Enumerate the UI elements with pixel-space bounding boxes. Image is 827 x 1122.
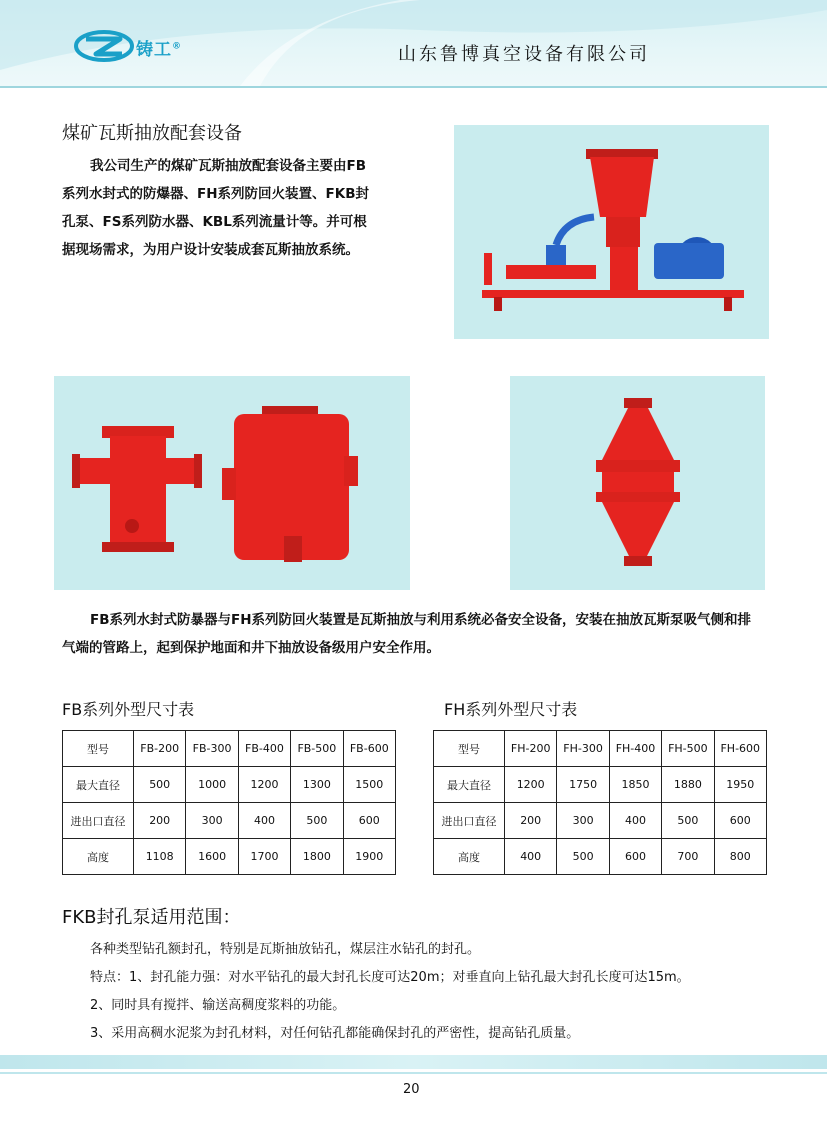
table-cell: 200 xyxy=(134,803,186,839)
registered-mark: ® xyxy=(172,41,182,52)
table-cell: FB-600 xyxy=(343,731,395,767)
table-cell: FB-500 xyxy=(291,731,343,767)
safety-line-2: 气端的管路上，起到保护地面和井下抽放设备级用户安全作用。 xyxy=(62,640,440,656)
table-cell: 高度 xyxy=(63,839,134,875)
intro-line-3: 孔泵、FS系列防水器、KBL系列流量计等。并可根 xyxy=(62,214,367,230)
table-cell: 1500 xyxy=(343,767,395,803)
table-cell: 200 xyxy=(505,803,557,839)
table-cell: 600 xyxy=(609,839,661,875)
table-cell: 800 xyxy=(714,839,766,875)
photo-fb-arrester xyxy=(54,376,410,590)
table-cell: 300 xyxy=(186,803,238,839)
footer-band xyxy=(0,1055,827,1069)
table-cell: 1700 xyxy=(238,839,290,875)
table-cell: 1108 xyxy=(134,839,186,875)
fh-flame-arrester-illustration xyxy=(510,376,765,590)
table-cell: FB-300 xyxy=(186,731,238,767)
intro-line-4: 据现场需求，为用户设计安装成套瓦斯抽放系统。 xyxy=(62,242,359,258)
intro-line-1: 我公司生产的煤矿瓦斯抽放配套设备主要由FB xyxy=(90,158,367,174)
table-cell: 进出口直径 xyxy=(434,803,505,839)
table-cell: FH-400 xyxy=(609,731,661,767)
table-row xyxy=(63,767,396,803)
table-cell: 300 xyxy=(557,803,609,839)
table-row xyxy=(63,803,396,839)
logo-text: 铸工® xyxy=(136,40,182,60)
table-row xyxy=(63,731,396,767)
pump-illustration xyxy=(454,125,769,339)
table-cell: 1800 xyxy=(291,839,343,875)
table-cell: 进出口直径 xyxy=(63,803,134,839)
table-cell: 型号 xyxy=(63,731,134,767)
table-cell: 1300 xyxy=(291,767,343,803)
table-cell: FH-300 xyxy=(557,731,609,767)
table-cell: 500 xyxy=(557,839,609,875)
fkb-feature-line-4: 3、采用高稠水泥浆为封孔材料，对任何钻孔都能确保封孔的严密性，提高钻孔质量。 xyxy=(90,1026,580,1041)
safety-line-1: FB系列水封式防暴器与FH系列防回火装置是瓦斯抽放与利用系统必备安全设备，安装在抽放瓦斯泵吸气侧和排 xyxy=(90,612,752,628)
section-title-equipment: 煤矿瓦斯抽放配套设备 xyxy=(62,123,242,144)
table-cell: FH-600 xyxy=(714,731,766,767)
table-cell: 500 xyxy=(662,803,714,839)
company-name: 山东鲁博真空设备有限公司 xyxy=(398,44,650,65)
table-cell: 1000 xyxy=(186,767,238,803)
intro-line-2: 系列水封式的防爆器、FH系列防回火装置、FKB封 xyxy=(62,186,369,202)
fkb-feature-line-1: 各种类型钻孔额封孔，特别是瓦斯抽放钻孔，煤层注水钻孔的封孔。 xyxy=(90,942,481,957)
header-divider xyxy=(0,86,827,88)
table-row xyxy=(434,839,767,875)
fkb-scope-title: FKB封孔泵适用范围： xyxy=(62,907,241,928)
table-cell: 高度 xyxy=(434,839,505,875)
table-cell: 1200 xyxy=(505,767,557,803)
fh-table-title: FH系列外型尺寸表 xyxy=(444,700,578,719)
table-cell: 1200 xyxy=(238,767,290,803)
table-cell: FH-200 xyxy=(505,731,557,767)
table-row xyxy=(63,839,396,875)
fb-arrester-illustration xyxy=(54,376,410,590)
page-number: 20 xyxy=(403,1082,420,1097)
fkb-feature-line-2: 特点：1、封孔能力强：对水平钻孔的最大封孔长度可达20m；对垂直向上钻孔最大封孔长度可达15m。 xyxy=(90,970,690,985)
photo-fkb-pump xyxy=(454,125,769,339)
photo-fh-flame-arrester xyxy=(510,376,765,590)
table-row xyxy=(434,731,767,767)
table-cell: 1750 xyxy=(557,767,609,803)
table-cell: 型号 xyxy=(434,731,505,767)
table-cell: 500 xyxy=(134,767,186,803)
table-row xyxy=(434,767,767,803)
fb-size-table xyxy=(62,730,396,875)
table-cell: 1600 xyxy=(186,839,238,875)
table-cell: 600 xyxy=(343,803,395,839)
fh-size-table xyxy=(433,730,767,875)
table-cell: 1900 xyxy=(343,839,395,875)
table-cell: 1950 xyxy=(714,767,766,803)
table-cell: 最大直径 xyxy=(434,767,505,803)
footer-divider xyxy=(0,1072,827,1074)
table-cell: FH-500 xyxy=(662,731,714,767)
table-cell: 1880 xyxy=(662,767,714,803)
fb-table-title: FB系列外型尺寸表 xyxy=(62,700,195,719)
table-cell: 400 xyxy=(238,803,290,839)
table-cell: 最大直径 xyxy=(63,767,134,803)
fkb-feature-line-3: 2、同时具有搅拌、输送高稠度浆料的功能。 xyxy=(90,998,346,1013)
table-cell: 500 xyxy=(291,803,343,839)
table-cell: FB-400 xyxy=(238,731,290,767)
table-cell: 1850 xyxy=(609,767,661,803)
table-cell: 700 xyxy=(662,839,714,875)
table-row xyxy=(434,803,767,839)
table-cell: 400 xyxy=(609,803,661,839)
table-cell: FB-200 xyxy=(134,731,186,767)
table-cell: 400 xyxy=(505,839,557,875)
table-cell: 600 xyxy=(714,803,766,839)
